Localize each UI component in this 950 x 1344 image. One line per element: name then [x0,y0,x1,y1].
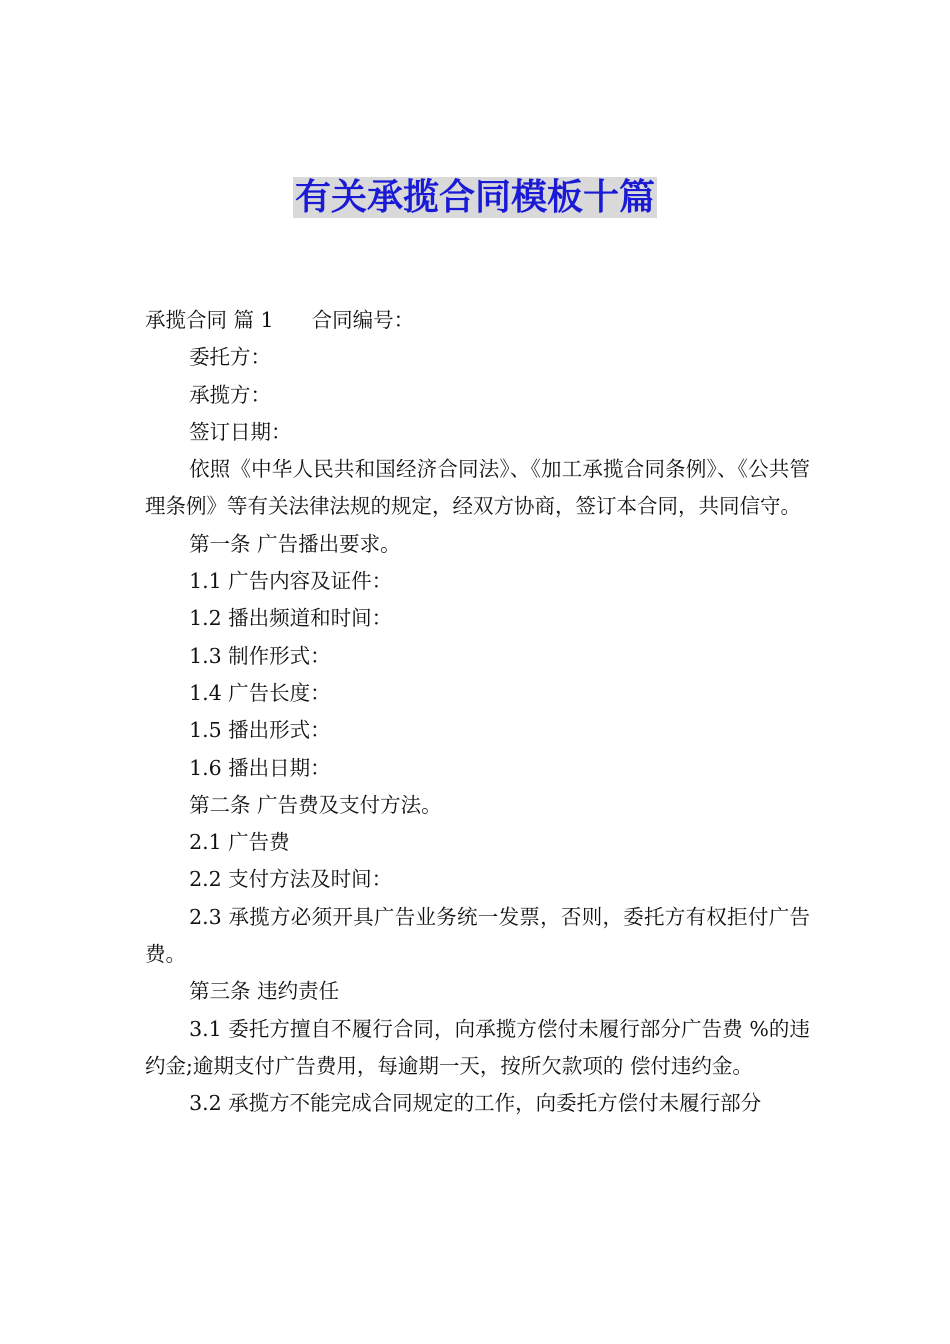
document-body [145,302,810,1123]
paragraph: 1.2 播出频道和时间： [189,606,393,631]
document-title: 有关承揽合同模板十篇 [294,177,655,218]
contract-label: 承揽合同 篇 1 [145,308,274,332]
paragraph: 3.1 委托方擅自不履行合同，向承揽方偿付未履行部分广告费 %的违约金;逾期支付广告费用，每逾期一天，按所欠款项的 偿付违约金。 [145,1016,810,1078]
paragraph: 第一条 广告播出要求。 [189,531,401,556]
contract-header-line [145,302,810,339]
paragraph: 1.3 制作形式： [189,643,331,668]
paragraph: 1.5 播出形式： [189,718,331,743]
paragraph: 签订日期： [189,419,292,444]
paragraph: 依照《中华人民共和国经济合同法》、《加工承揽合同条例》、《公共管理条例》等有关法律法规的规定，经双方协商，签订本合同，共同信守。 [145,457,810,519]
paragraph: 第三条 违约责任 [189,979,340,1004]
paragraph: 2.1 广告费 [189,830,290,855]
document-title-block [0,174,950,222]
paragraph: 2.3 承揽方必须开具广告业务统一发票，否则，委托方有权拒付广告费。 [145,904,810,967]
paragraph: 2.2 支付方法及时间： [189,867,393,892]
paragraph: 1.6 播出日期： [189,755,331,780]
contract-number-label: 合同编号： [311,308,415,332]
paragraph: 3.2 承揽方不能完成合同规定的工作，向委托方偿付未履行部分 [189,1091,762,1116]
paragraph: 1.1 广告内容及证件： [189,569,393,594]
paragraph: 委托方： [189,345,272,370]
paragraph: 1.4 广告长度： [189,680,331,705]
paragraph: 承揽方： [189,382,272,407]
paragraph: 第二条 广告费及支付方法。 [189,792,442,817]
